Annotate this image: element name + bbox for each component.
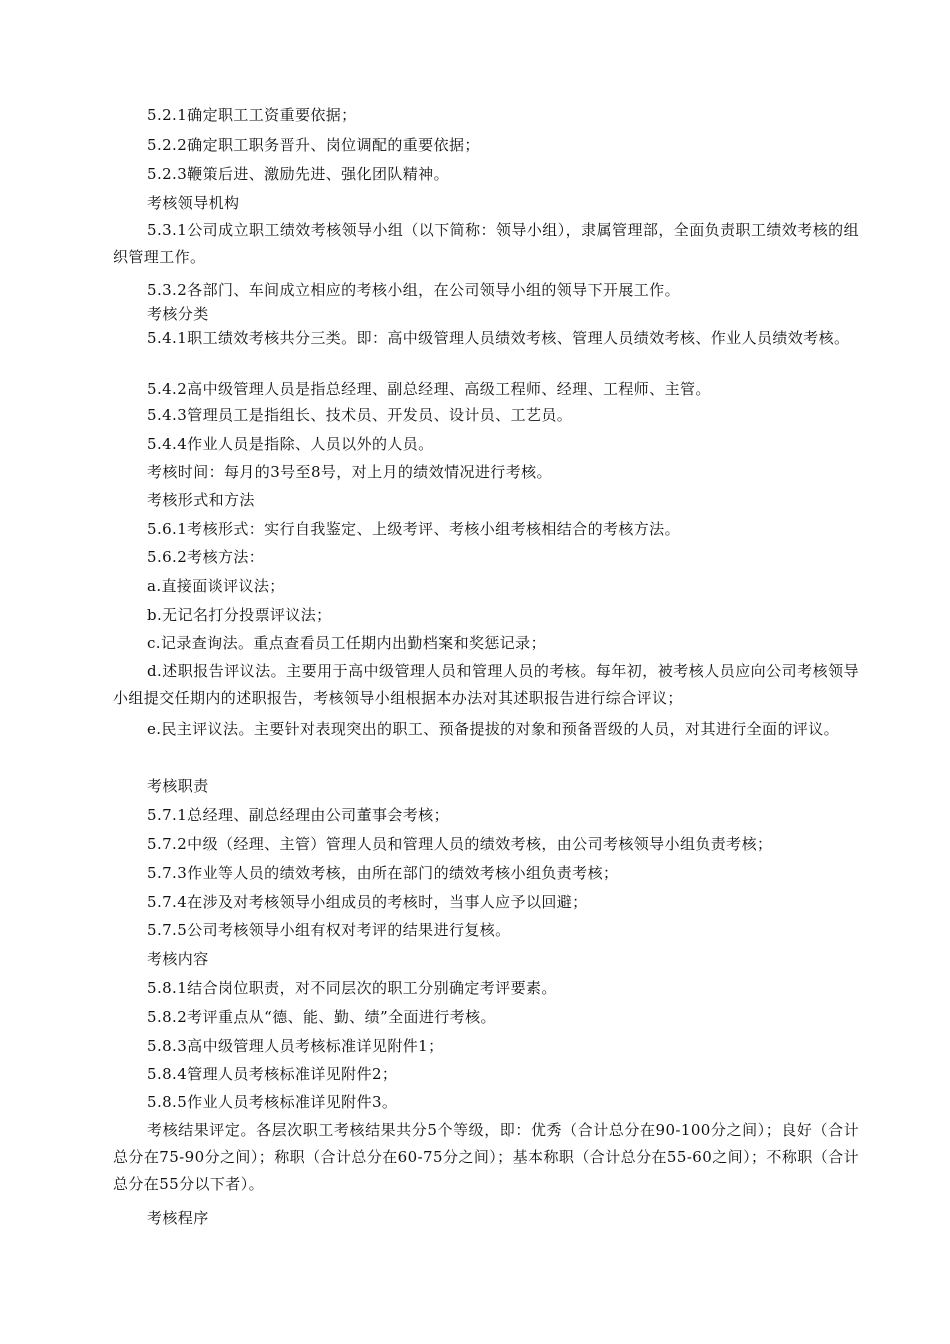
clause-5-7-1: 5.7.1总经理、副总经理由公司董事会考核； bbox=[147, 806, 449, 824]
clause-5-7-4: 5.7.4在涉及对考核领导小组成员的考核时，当事人应予以回避； bbox=[147, 893, 588, 911]
section-heading-responsibilities: 考核职责 bbox=[147, 777, 209, 795]
clause-5-2-1: 5.2.1确定职工工资重要依据； bbox=[147, 106, 357, 124]
section-heading-leadership: 考核领导机构 bbox=[147, 194, 240, 212]
clause-5-4-1: 5.4.1职工绩效考核共分三类。即：高中级管理人员绩效考核、管理人员绩效考核、作业人员绩效考核。 bbox=[147, 329, 850, 347]
clause-5-6-2: 5.6.2考核方法： bbox=[147, 548, 265, 566]
clause-5-4-3: 5.4.3管理员工是指组长、技术员、开发员、设计员、工艺员。 bbox=[147, 406, 573, 424]
clause-5-8-4: 5.8.4管理人员考核标准详见附件2； bbox=[147, 1065, 398, 1083]
clause-5-8-1: 5.8.1结合岗位职责，对不同层次的职工分别确定考评要素。 bbox=[147, 979, 557, 997]
method-d: d.述职报告评议法。主要用于高中级管理人员和管理人员的考核。每年初，被考核人员应向公司考核领导小组提交任期内的述职报告，考核领导小组根据本办法对其述职报告进行综合评议； bbox=[113, 662, 859, 707]
clause-5-6-1: 5.6.1考核形式：实行自我鉴定、上级考评、考核小组考核相结合的考核方法。 bbox=[147, 520, 680, 538]
section-heading-forms-methods: 考核形式和方法 bbox=[147, 491, 255, 509]
method-a: a.直接面谈评议法； bbox=[147, 577, 285, 595]
clause-5-3-2: 5.3.2各部门、车间成立相应的考核小组，在公司领导小组的领导下开展工作。 bbox=[147, 281, 680, 299]
clause-5-4-4: 5.4.4作业人员是指除、人员以外的人员。 bbox=[147, 435, 434, 453]
clause-5-4-2: 5.4.2高中级管理人员是指总经理、副总经理、高级工程师、经理、工程师、主管。 bbox=[147, 380, 711, 398]
clause-5-8-3: 5.8.3高中级管理人员考核标准详见附件1； bbox=[147, 1037, 444, 1055]
assessment-result-rating: 考核结果评定。各层次职工考核结果共分5个等级，即：优秀（合计总分在90-100分之间）；良好（合计总分在75-90分之间）；称职（合计总分在60-75分之间）；基本称职（合计总分在55-60之间）；不称职（合计总分在55分以下者）。 bbox=[113, 1121, 859, 1193]
clause-5-2-3: 5.2.3鞭策后进、激励先进、强化团队精神。 bbox=[147, 165, 449, 183]
method-b: b.无记名打分投票评议法； bbox=[147, 606, 332, 624]
clause-5-8-5: 5.8.5作业人员考核标准详见附件3。 bbox=[147, 1093, 398, 1111]
assessment-time: 考核时间：每月的3号至8号，对上月的绩效情况进行考核。 bbox=[147, 463, 552, 481]
clause-5-2-2: 5.2.2确定职工职务晋升、岗位调配的重要依据； bbox=[147, 136, 480, 154]
clause-5-8-2: 5.8.2考评重点从“德、能、勤、绩”全面进行考核。 bbox=[147, 1008, 496, 1026]
clause-5-3-1: 5.3.1公司成立职工绩效考核领导小组（以下简称：领导小组），隶属管理部，全面负责职工绩效考核的组织管理工作。 bbox=[113, 221, 859, 266]
clause-5-7-2: 5.7.2中级（经理、主管）管理人员和管理人员的绩效考核，由公司考核领导小组负责考核； bbox=[147, 835, 773, 853]
section-heading-content: 考核内容 bbox=[147, 950, 209, 968]
section-heading-procedure: 考核程序 bbox=[147, 1209, 209, 1227]
clause-5-7-5: 5.7.5公司考核领导小组有权对考评的结果进行复核。 bbox=[147, 921, 511, 939]
section-heading-classification: 考核分类 bbox=[147, 305, 209, 323]
method-c: c.记录查询法。重点查看员工任期内出勤档案和奖惩记录； bbox=[147, 634, 546, 652]
clause-5-7-3: 5.7.3作业等人员的绩效考核，由所在部门的绩效考核小组负责考核； bbox=[147, 864, 619, 882]
method-e: e.民主评议法。主要针对表现突出的职工、预备提拔的对象和预备晋级的人员，对其进行全面的评议。 bbox=[147, 720, 840, 738]
